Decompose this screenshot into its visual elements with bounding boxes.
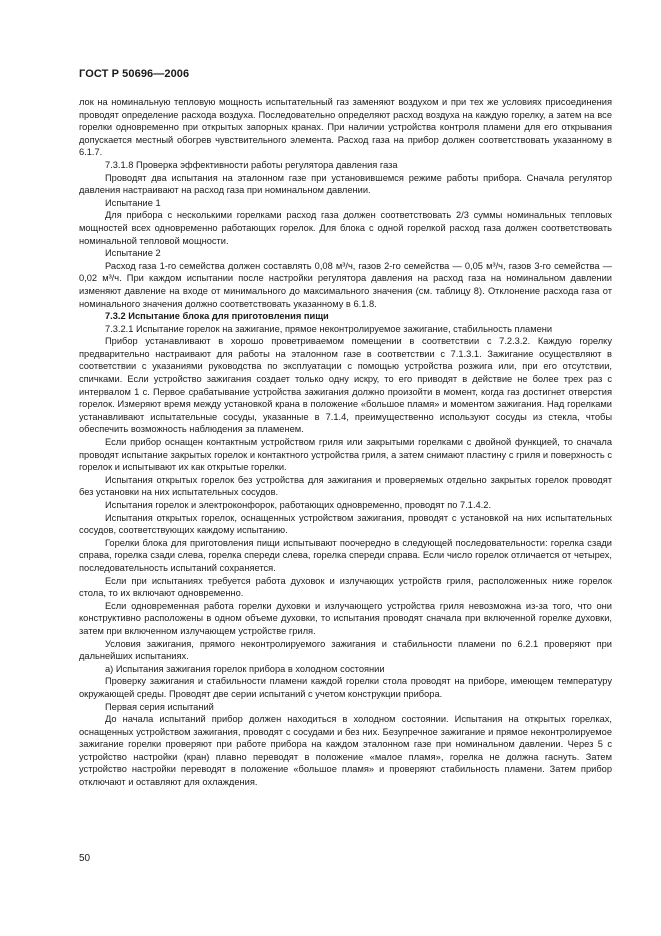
- paragraph: Условия зажигания, прямого неконтролируемого зажигания и стабильности пламени по 6.2.1 проверяют при дальнейших испытаниях.: [79, 638, 612, 662]
- paragraph: а) Испытания зажигания горелок прибора в холодном состоянии: [105, 663, 385, 674]
- paragraph: Для прибора с несколькими горелками расход газа должен соответствовать 2/3 суммы номинальных тепловых мощностей всех одновременно работающих горелок. Для блока с одной горелкой расход газа должен соответствовать номинальной тепловой мощности.: [79, 210, 612, 246]
- document-header: ГОСТ Р 50696—2006: [79, 68, 190, 80]
- paragraph: лок на номинальную тепловую мощность испытательный газ заменяют воздухом и при тех же условиях присоединения проводят определение расхода воздуха. Последовательно определяют расход воздуха на каждую горелку, а затем на все горелки одновременно при открытых запорных кранах. При наличии устройства контроля пламени для его открывания допускается местный обогрев чувствительного элемента. Расход газа на прибор должен соответствовать указанному в 6.1.7.: [79, 97, 612, 158]
- paragraph: Первая серия испытаний: [105, 701, 214, 712]
- paragraph: Проводят два испытания на эталонном газе при установившемся режиме работы прибора. Сначала регулятор давления настраивают на расход газа при номинальном давлении.: [79, 172, 612, 196]
- paragraph: Если при испытаниях требуется работа духовок и излучающих устройств гриля, расположенных ниже горелок стола, то их включают одновременно.: [79, 575, 612, 599]
- paragraph: Проверку зажигания и стабильности пламени каждой горелки стола проводят на приборе, имеющем температуру окружающей среды. Проводят две серии испытаний с учетом конструкции прибора.: [79, 676, 612, 699]
- paragraph: 7.3.1.8 Проверка эффективности работы регулятора давления газа: [105, 159, 398, 170]
- paragraph: 7.3.2 Испытание блока для приготовления пищи: [105, 311, 329, 322]
- document-body: [79, 96, 612, 789]
- paragraph: Горелки блока для приготовления пищи испытывают поочередно в следующей последовательности: горелка сзади справа, горелка сзади слева, горелка спереди слева, горелка спереди справа. Если число горелок отличается от четырех, последовательность испытаний сохраняется.: [79, 537, 612, 573]
- paragraph: Испытания горелок и электроконфорок, работающих одновременно, проводят по 7.1.4.2.: [105, 500, 492, 510]
- paragraph: Испытание 1: [105, 197, 161, 208]
- paragraph: 7.3.2.1 Испытание горелок на зажигание, прямое неконтролируемое зажигание, стабильность пламени: [105, 323, 553, 334]
- paragraph: Если прибор оснащен контактным устройством гриля или закрытыми горелками с двойной функцией, то сначала проводят испытание закрытых горелок и контактного устройства гриля, а затем снимают пластину с гриля и поверхность с горелок и испытывают их как открытые горелки.: [79, 437, 612, 473]
- paragraph: Если одновременная работа горелки духовки и излучающего устройства гриля невозможна из-за того, что они конструктивно расположены в одном объеме духовки, то испытания проводят сначала при включенной горелке духовки, затем при включенном излучающем устройстве гриля.: [79, 600, 612, 636]
- paragraph: До начала испытаний прибор должен находиться в холодном состоянии. Испытания на открытых горелках, оснащенных устройством зажигания, проводят с сосудами и без них. Безупречное зажигание и прямое неконтролируемое зажигание горелки проверяют при работе прибора на каждом эталонном газе при номинальном давлении. Через 5 с устройство настройки (кран) плавно переводят в положение «малое пламя», горелка не должна гаснуть. Затем устройство настройки переводят в положение «большое пламя» и проверяют стабильность пламени. Затем прибор отключают и оставляют для охлаждения.: [79, 714, 612, 788]
- page-number: 50: [79, 853, 91, 864]
- paragraph: Расход газа 1-го семейства должен составлять 0,08 м³/ч, газов 2-го семейства — 0,05 м³/ч, газов 3-го семейства — 0,02 м³/ч. При каждом испытании после настройки регулятора давления на расход газа на номинальном давлении изменяют давление на входе от минимального до максимального значения (см. таблицу 8). Отклонение расхода газа от номинального значения должно соответствовать указанному в 6.1.8.: [79, 260, 612, 309]
- paragraph: Испытания открытых горелок без устройства для зажигания и проверяемых отдельно закрытых горелок проводят без установки на них испытательных сосудов.: [79, 474, 612, 498]
- paragraph: Испытания открытых горелок, оснащенных устройством зажигания, проводят с установкой на них испытательных сосудов, соответствующих каждому испытанию.: [79, 512, 612, 536]
- paragraph: Испытание 2: [105, 248, 161, 259]
- paragraph: Прибор устанавливают в хорошо проветриваемом помещении в соответствии с 7.2.3.2. Каждую горелку предварительно настраивают для работы на эталонном газе в соответствии с 7.1.3.1. Зажигание осуществляют в соответствии с указаниями руководства по эксплуатации с помощью устройства розжига или, при его отсутствии, спичками. Если устройство зажигания создает только одну искру, то его приводят в действие не более трех раз с интервалом 1 с. Первое срабатывание устройства зажигания должно произойти в момент, когда газ достигнет отверстия горелок. Измеряют время между установкой крана в положение «большое пламя» и моментом зажигания. Над горелками устанавливают испытательные сосуды, указанные в 7.1.4, преимущественно используют сосуды из стекла, чтобы обеспечить возможность наблюдения за пламенем.: [79, 336, 612, 435]
